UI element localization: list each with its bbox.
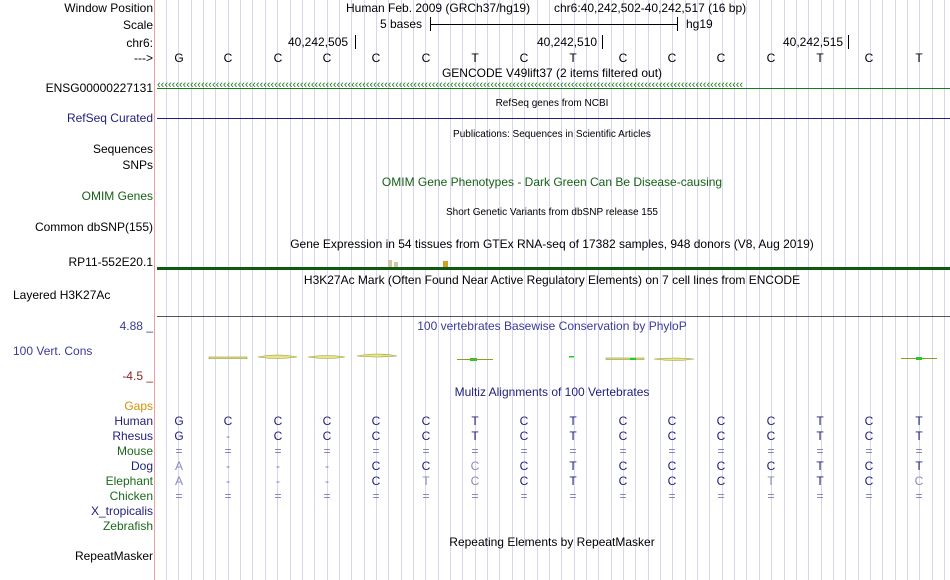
- omim-track-title: OMIM Gene Phenotypes - Dark Green Can Be Disease-causing: [381, 175, 723, 189]
- alignment-cell: -: [276, 474, 280, 488]
- alignment-cell: C: [716, 474, 726, 488]
- alignment-cell: =: [520, 444, 528, 458]
- base-letter: C: [421, 51, 431, 65]
- alignment-cell: =: [274, 444, 282, 458]
- alignment-cell: =: [323, 489, 331, 503]
- alignment-cell: -: [325, 474, 329, 488]
- gaps-label[interactable]: Gaps: [124, 399, 153, 413]
- alignment-cell: C: [766, 429, 776, 443]
- base-letter: C: [864, 51, 874, 65]
- cons-label[interactable]: 100 Vert. Cons: [13, 344, 93, 358]
- cons-ymax-label: 4.88 _: [119, 319, 153, 333]
- alignment-cell: C: [766, 459, 776, 473]
- alignment-cell: G: [174, 414, 184, 428]
- alignment-cell: C: [864, 414, 874, 428]
- alignment-cell: =: [668, 444, 676, 458]
- gencode-strand-arrows: ‹‹‹‹‹‹‹‹‹‹‹‹‹‹‹‹‹‹‹‹‹‹‹‹‹‹‹‹‹‹‹‹‹‹‹‹‹‹‹‹‹‹‹‹‹‹‹‹‹‹‹‹‹‹‹‹‹‹‹‹‹‹‹‹‹‹‹‹‹‹‹‹‹‹‹‹‹‹‹‹‹‹‹‹‹‹‹‹‹‹‹‹‹‹‹‹‹‹‹‹‹‹‹‹‹‹‹‹‹‹‹‹‹‹‹‹‹‹‹‹‹‹‹‹‹‹‹‹‹‹‹‹‹‹‹‹‹‹‹‹‹‹‹‹‹‹‹‹‹‹‹‹‹‹‹‹‹‹‹‹: [157, 79, 744, 91]
- cons-track-title: 100 vertebrates Basewise Conservation by PhyloP: [417, 319, 687, 333]
- dbsnp-label[interactable]: Common dbSNP(155): [34, 220, 153, 234]
- alignment-cell: =: [224, 444, 232, 458]
- alignment-cell: =: [865, 444, 873, 458]
- alignment-cell: -: [325, 459, 329, 473]
- alignment-cell: =: [175, 489, 183, 503]
- alignment-cell: C: [470, 474, 480, 488]
- base-letter: C: [667, 51, 677, 65]
- alignment-cell: =: [323, 444, 331, 458]
- species-label[interactable]: Dog: [130, 459, 153, 473]
- alignment-cell: =: [372, 444, 380, 458]
- alignment-cell: =: [668, 489, 676, 503]
- alignment-cell: -: [226, 474, 230, 488]
- ruler-tick-2: [602, 35, 603, 49]
- cons-wiggle-plot: [157, 346, 950, 368]
- cons-signal: [606, 358, 644, 360]
- alignment-cell: C: [223, 414, 233, 428]
- alignment-cell: C: [322, 429, 332, 443]
- alignment-cell: T: [767, 474, 775, 488]
- alignment-cell: C: [864, 429, 874, 443]
- cons-signal: [457, 359, 493, 360]
- alignment-cell: =: [767, 444, 775, 458]
- arrow-label[interactable]: --->: [134, 51, 153, 65]
- alignment-cell: C: [519, 429, 529, 443]
- h3k27ac-baseline: [157, 316, 950, 317]
- snps-label[interactable]: SNPs: [122, 158, 153, 172]
- alignment-cell: C: [766, 414, 776, 428]
- species-label[interactable]: Mouse: [116, 444, 153, 458]
- alignment-cell: T: [915, 429, 923, 443]
- base-letter: T: [569, 51, 577, 65]
- base-letter: C: [371, 51, 381, 65]
- alignment-cell: C: [421, 459, 431, 473]
- alignment-cell: C: [519, 474, 529, 488]
- species-label[interactable]: Chicken: [109, 489, 153, 503]
- alignment-cell: =: [915, 444, 923, 458]
- base-letter: C: [766, 51, 776, 65]
- cons-signal: [630, 358, 636, 360]
- alignment-cell: =: [372, 489, 380, 503]
- position-text: chr6:40,242,502-40,242,517 (16 bp): [554, 1, 747, 15]
- alignment-cell: T: [816, 414, 824, 428]
- ruler-tick-3: [848, 35, 849, 49]
- alignment-cell: =: [569, 444, 577, 458]
- alignment-cell: =: [274, 489, 282, 503]
- gencode-track-title: GENCODE V49lift37 (2 items filtered out): [441, 66, 663, 80]
- alignment-cell: T: [569, 429, 577, 443]
- cons-signal: [308, 356, 345, 359]
- alignment-cell: C: [421, 429, 431, 443]
- base-letter: C: [223, 51, 233, 65]
- base-letter: C: [618, 51, 628, 65]
- alignment-cell: C: [667, 414, 677, 428]
- cons-signal: [654, 358, 694, 361]
- scale-bar-right-tick: [677, 17, 678, 31]
- gencode-gene-label[interactable]: ENSG00000227131: [45, 81, 153, 95]
- alignment-cell: C: [322, 414, 332, 428]
- scale-bar: [430, 24, 678, 25]
- alignment-cell: -: [276, 459, 280, 473]
- alignment-cell: =: [619, 444, 627, 458]
- species-label[interactable]: Human: [114, 414, 153, 428]
- species-label[interactable]: X_tropicalis: [90, 504, 153, 518]
- species-label[interactable]: Elephant: [105, 474, 153, 488]
- gtex-bar: [388, 260, 392, 267]
- base-letter: T: [915, 51, 923, 65]
- window-position-label[interactable]: Window Position: [64, 1, 153, 15]
- alignment-cell: =: [717, 489, 725, 503]
- alignment-cell: C: [371, 429, 381, 443]
- alignment-cell: T: [422, 474, 430, 488]
- alignment-cell: -: [226, 459, 230, 473]
- chrom-label[interactable]: chr6:: [126, 36, 153, 50]
- omim-label[interactable]: OMIM Genes: [81, 189, 153, 203]
- alignment-cell: C: [864, 474, 874, 488]
- refseq-track-title: RefSeq genes from NCBI: [495, 98, 609, 109]
- alignment-cell: =: [915, 489, 923, 503]
- h3k27ac-track-title: H3K27Ac Mark (Often Found Near Active Regulatory Elements) on 7 cell lines from ENCODE: [303, 273, 801, 287]
- cons-signal: [916, 357, 922, 360]
- alignment-cell: T: [569, 414, 577, 428]
- alignment-cell: T: [915, 459, 923, 473]
- alignment-cell: =: [816, 444, 824, 458]
- alignment-cell: C: [273, 429, 283, 443]
- alignment-cell: C: [667, 474, 677, 488]
- h3k27ac-label[interactable]: Layered H3K27Ac: [13, 288, 111, 302]
- alignment-cell: =: [865, 489, 873, 503]
- alignment-cell: C: [618, 429, 628, 443]
- alignment-cell: C: [618, 474, 628, 488]
- dbsnp-track-title: Short Genetic Variants from dbSNP release 155: [446, 207, 658, 218]
- alignment-cell: A: [174, 474, 184, 488]
- species-label[interactable]: Rhesus: [112, 429, 153, 443]
- alignment-cell: C: [864, 459, 874, 473]
- alignment-cell: C: [716, 459, 726, 473]
- alignment-cell: T: [569, 474, 577, 488]
- alignment-cell: -: [226, 429, 230, 443]
- refseq-gene-line[interactable]: [157, 118, 950, 119]
- alignment-cell: T: [816, 429, 824, 443]
- alignment-cell: =: [422, 489, 430, 503]
- cons-signal: [209, 357, 247, 359]
- base-letter: T: [816, 51, 824, 65]
- cons-ymin-label: -4.5 _: [122, 369, 153, 383]
- alignment-cell: C: [470, 459, 480, 473]
- ruler-coord-3: 40,242,515: [783, 35, 844, 49]
- ruler-coord-1: 40,242,505: [288, 35, 349, 49]
- alignment-cell: =: [619, 489, 627, 503]
- assembly-text: Human Feb. 2009 (GRCh37/hg19): [346, 1, 531, 15]
- base-letter: C: [519, 51, 529, 65]
- alignment-cell: T: [569, 459, 577, 473]
- alignment-cell: C: [273, 414, 283, 428]
- base-letter: T: [471, 51, 479, 65]
- gtex-gene-label[interactable]: RP11-552E20.1: [68, 255, 153, 269]
- alignment-cell: C: [519, 459, 529, 473]
- alignment-cell: C: [371, 459, 381, 473]
- base-letter: C: [273, 51, 283, 65]
- ruler-coord-2: 40,242,510: [537, 35, 598, 49]
- alignment-cell: =: [422, 444, 430, 458]
- alignment-cell: T: [471, 429, 479, 443]
- alignment-cell: =: [224, 489, 232, 503]
- refseq-label[interactable]: RefSeq Curated: [66, 111, 153, 125]
- alignment-cell: C: [914, 474, 924, 488]
- cons-signal: [258, 355, 297, 359]
- sequences-label[interactable]: Sequences: [92, 142, 153, 156]
- alignment-cell: C: [667, 459, 677, 473]
- alignment-cell: T: [816, 459, 824, 473]
- base-letter: C: [716, 51, 726, 65]
- alignment-cell: =: [471, 444, 479, 458]
- alignment-cell: =: [717, 444, 725, 458]
- base-letter: G: [174, 51, 184, 65]
- cons-signal: [569, 356, 574, 358]
- alignment-cell: =: [767, 489, 775, 503]
- alignment-cell: C: [667, 429, 677, 443]
- gtex-gene-line[interactable]: [157, 267, 950, 270]
- alignment-cell: T: [471, 414, 479, 428]
- alignment-cell: C: [618, 414, 628, 428]
- alignment-cell: C: [716, 414, 726, 428]
- multiz-track-title: Multiz Alignments of 100 Vertebrates: [454, 385, 650, 399]
- repeatmasker-label[interactable]: RepeatMasker: [74, 549, 153, 563]
- base-letter: C: [322, 51, 332, 65]
- ruler-tick-1: [355, 35, 356, 49]
- alignment-cell: =: [471, 489, 479, 503]
- scale-text: 5 bases: [380, 17, 423, 31]
- alignment-cell: T: [915, 414, 923, 428]
- species-label[interactable]: Zebrafish: [102, 519, 153, 533]
- alignment-cell: T: [816, 474, 824, 488]
- alignment-cell: G: [174, 429, 184, 443]
- alignment-cell: A: [174, 459, 184, 473]
- alignment-cell: C: [371, 414, 381, 428]
- alignment-cell: =: [175, 444, 183, 458]
- alignment-cell: C: [618, 459, 628, 473]
- scale-label[interactable]: Scale: [122, 18, 153, 32]
- alignment-cell: C: [519, 414, 529, 428]
- alignment-cell: =: [816, 489, 824, 503]
- alignment-cell: =: [569, 489, 577, 503]
- gtex-track-title: Gene Expression in 54 tissues from GTEx RNA-seq of 17382 samples, 948 donors (V8, Aug 2019): [290, 237, 814, 251]
- alignment-cell: C: [716, 429, 726, 443]
- alignment-cell: C: [421, 414, 431, 428]
- alignment-cell: =: [520, 489, 528, 503]
- publications-track-title: Publications: Sequences in Scientific Articles: [453, 129, 651, 140]
- db-text: hg19: [686, 17, 713, 31]
- repeatmasker-track-title: Repeating Elements by RepeatMasker: [449, 535, 655, 549]
- track-label-separator: [154, 0, 155, 580]
- cons-signal: [357, 354, 397, 357]
- alignment-cell: C: [371, 474, 381, 488]
